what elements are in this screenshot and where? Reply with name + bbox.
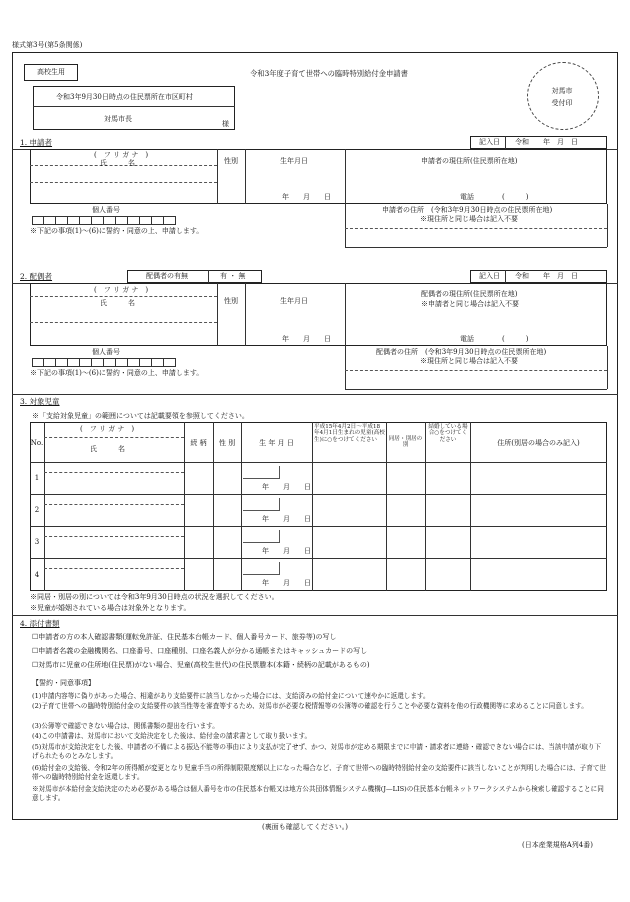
child-dob-fill[interactable]: 年 月 日 — [262, 483, 311, 491]
applicant-address2-title: 申請者の住所 (令和3年9月30日時点の住民票所在地) — [382, 206, 553, 214]
back-note: (裏面も確認してください。) — [262, 823, 348, 831]
spouse-dob-fill[interactable]: 年 月 日 — [282, 335, 331, 343]
spouse-furigana-label: ( フ リ ガ ナ ) — [94, 286, 149, 294]
honorific: 様 — [222, 120, 229, 128]
child-dob-fill[interactable]: 年 月 日 — [262, 579, 311, 587]
applicant-sex-label: 性別 — [224, 157, 238, 165]
attachment-item[interactable]: ☐申請者の方の本人確認書類(運転免許証、住民基本台帳カード、個人番号カード、旅券等)の写し — [32, 633, 337, 641]
col-residence: 同居・別居の別 — [388, 436, 423, 449]
category-label: 高校生用 — [37, 68, 65, 76]
children-note-2: ※児童が婚姻されている場合は対象外となります。 — [30, 604, 191, 612]
paper-size-note: (日本産業規格A列4番) — [522, 841, 593, 849]
attachment-item[interactable]: ☐申請者名義の金融機関名、口座番号、口座種別、口座名義人が分かる通帳またはキャッシュカードの写し — [32, 647, 368, 655]
pledge-item: (5)対馬市が支給決定をした後、申請者の不備による振込不能等の事由により支払が完了せず、かつ、対馬市が定める期限までに申請・請求者に連絡・確認できない場合には、当該申請が取り下げられたものとみなします。 — [32, 743, 602, 760]
col-eligibility: 平成15年4月2日～平成18年4月1日生まれの児童(高校生)に○をつけてください — [314, 424, 385, 443]
spouse-entry-date-value[interactable]: 令和 年 月 日 — [515, 272, 578, 280]
child-dob-era-box[interactable] — [243, 562, 280, 575]
col-furigana: ( フ リ ガ ナ ) — [80, 425, 135, 433]
spouse-name-label: 氏 名 — [100, 299, 135, 307]
col-no: No. — [30, 439, 44, 447]
applicant-dob-label: 生年月日 — [280, 157, 308, 165]
entry-date-label: 記入日 — [479, 138, 500, 146]
attachments-section-title: 4. 添付書類 — [20, 619, 60, 628]
pledge-item: (2)子育て世帯への臨時特別給付金の支給要件の該当性等を審査等するため、対馬市が必要な税情報等の公簿等の確認を行うことや必要な資料を他の行政機関等に求めることに同意します。 — [32, 702, 588, 710]
children-scope-note: ※「支給対象児童」の範囲については記載要領を参照してください。 — [32, 412, 249, 420]
child-row-no: 4 — [34, 571, 40, 579]
entry-date-value[interactable]: 令和 年 月 日 — [515, 138, 578, 146]
spouse-address-title: 配偶者の現住所(住民票所在地) — [421, 290, 518, 298]
spouse-address-note: ※申請者と同じ場合は記入不要 — [421, 300, 519, 308]
pledge-item: (1)申請内容等に偽りがあった場合、相違があり支給要件に該当しなかった場合には、支給済みの給付金について速やかに返還します。 — [32, 692, 430, 700]
spouse-dob-label: 生年月日 — [280, 297, 308, 305]
child-dob-fill[interactable]: 年 月 日 — [262, 515, 311, 523]
child-row-no: 2 — [34, 506, 40, 514]
address-line: 令和3年9月30日時点の住民票所在市区町村 — [56, 93, 193, 101]
child-dob-fill[interactable]: 年 月 日 — [262, 547, 311, 555]
pledge-title: 【誓約・同意事項】 — [32, 679, 95, 687]
spouse-section-title: 2. 配偶者 — [20, 272, 53, 281]
pledge-item: (3)公簿等で確認できない場合は、関係書類の提出を行います。 — [32, 722, 219, 730]
col-married: 結婚している場合○をつけてください — [428, 424, 468, 443]
col-dob: 生 年 月 日 — [259, 439, 294, 447]
spouse-phone[interactable]: 電話 ( ) — [460, 335, 529, 343]
child-dob-era-box[interactable] — [243, 466, 280, 479]
child-dob-era-box[interactable] — [243, 530, 280, 543]
stamp-city: 対馬市 — [551, 87, 573, 95]
attachment-item[interactable]: ☐対馬市に児童の住所地(住民票)がない場合、児童(高校生世代)の住民票謄本(本籍・続柄の記載があるもの) — [32, 661, 370, 669]
spouse-address2-title: 配偶者の住所 (令和3年9月30日時点の住民票所在地) — [376, 348, 547, 356]
applicant-name-label: 氏 名 — [100, 159, 135, 167]
applicant-address-title: 申請者の現住所(住民票所在地) — [421, 157, 518, 165]
col-relation: 続 柄 — [190, 439, 207, 447]
pledge-item: (6)給付金の支給後、令和2年の所得額が変更となり児童手当の所得制限限度額以上になった場合など、子育て世帯への臨時特別給付金の支給要件に該当しないことが判明した場合には、子育て世帯への臨時特別給付金を返還します。 — [32, 764, 606, 781]
pledge-item: ※対馬市が本給付金支給決定のため必要がある場合は個人番号を市の住民基本台帳又は地方公共団体情報システム機構(J—LIS)の住民基本台帳ネットワークシステムから検索し確認することに同意します。 — [32, 785, 604, 802]
child-row-no: 3 — [34, 538, 40, 546]
spouse-entry-date-label: 記入日 — [479, 272, 500, 280]
applicant-furigana-label: ( フ リ ガ ナ ) — [94, 151, 149, 159]
applicant-address2-note: ※現住所と同じ場合は記入不要 — [420, 215, 518, 223]
stamp-label: 受付印 — [551, 99, 573, 107]
spouse-my-number-label: 個人番号 — [92, 348, 120, 356]
has-spouse-label: 配偶者の有無 — [146, 272, 188, 280]
addressee: 対馬市長 — [104, 115, 132, 123]
spouse-address2-note: ※現住所と同じ場合は記入不要 — [420, 357, 518, 365]
spouse-my-number-boxes[interactable] — [32, 358, 176, 367]
applicant-dob-fill[interactable]: 年 月 日 — [282, 193, 331, 201]
reception-stamp-circle — [527, 62, 599, 130]
col-address: 住所(別居の場合のみ記入) — [497, 439, 580, 447]
spouse-pledge-note: ※下記の事項(1)～(6)に誓約・同意の上、申請します。 — [30, 369, 204, 377]
applicant-section-title: 1. 申請者 — [20, 138, 53, 147]
child-row-no: 1 — [34, 474, 40, 482]
applicant-my-number-boxes[interactable] — [32, 216, 176, 225]
col-sex: 性 別 — [218, 439, 236, 447]
form-title: 令和3年度子育て世帯への臨時特別給付金申請書 — [250, 69, 408, 78]
children-note-1: ※同居・別居の別については令和3年9月30日時点の状況を選択してください。 — [30, 593, 279, 601]
applicant-phone[interactable]: 電話 ( ) — [460, 193, 529, 201]
form-number: 様式第3号(第5条関係) — [12, 41, 83, 49]
pledge-item: (4)この申請書は、対馬市において支給決定をした後は、給付金の請求書として取り扱います。 — [32, 732, 312, 740]
has-spouse-value[interactable]: 有 ・ 無 — [220, 272, 246, 280]
spouse-sex-label: 性別 — [224, 297, 238, 305]
children-section-title: 3. 対象児童 — [20, 397, 60, 406]
applicant-my-number-label: 個人番号 — [92, 206, 120, 214]
applicant-pledge-note: ※下記の事項(1)～(6)に誓約・同意の上、申請します。 — [30, 227, 204, 235]
col-name: 氏 名 — [90, 445, 125, 453]
child-dob-era-box[interactable] — [243, 498, 280, 511]
